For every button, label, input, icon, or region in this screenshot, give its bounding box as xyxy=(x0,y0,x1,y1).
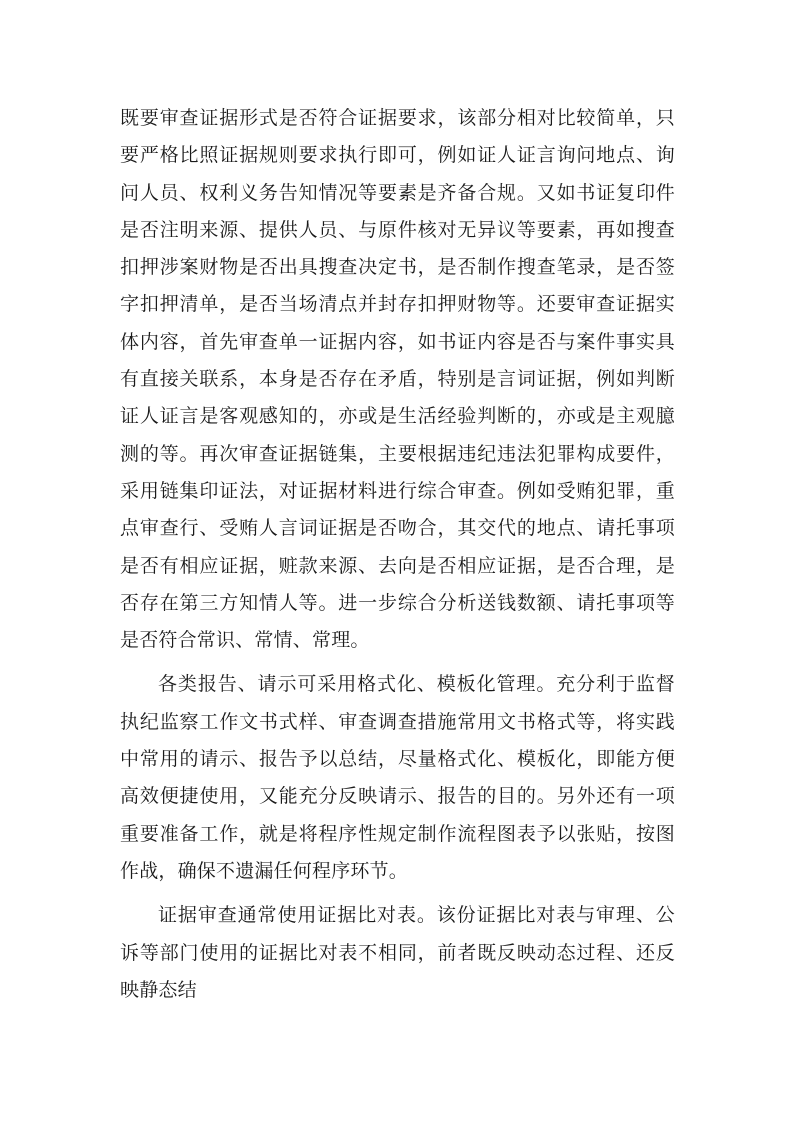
document-body xyxy=(120,100,675,1016)
paragraph-report-templates: 各类报告、请示可采用格式化、模板化管理。充分利于监督执纪监察工作文书式样、审查调查措施常用文书格式等，将实践中常用的请示、报告予以总结，尽量格式化、模板化，即能方便高效便捷使用，又能充分反映请示、报告的目的。另外还有一项重要准备工作，就是将程序性规定制作流程图表予以张贴，按图作战，确保不遗漏任何程序环节。 xyxy=(120,673,675,882)
paragraph-evidence-review: 既要审查证据形式是否符合证据要求，该部分相对比较简单，只要严格比照证据规则要求执行即可，例如证人证言询问地点、询问人员、权利义务告知情况等要素是齐备合规。又如书证复印件是否注明来源、提供人员、与原件核对无异议等要素，再如搜查扣押涉案财物是否出具搜查决定书，是否制作搜查笔录，是否签字扣押清单，是否当场清点并封存扣押财物等。还要审查证据实体内容，首先审查单一证据内容，如书证内容是否与案件事实具有直接关联系，本身是否存在矛盾，特别是言词证据，例如判断证人证言是客观感知的，亦或是生活经验判断的，亦或是主观臆测的等。再次审查证据链集，主要根据违纪违法犯罪构成要件，采用链集印证法，对证据材料进行综合审查。例如受贿犯罪，重点审查行、受贿人言词证据是否吻合，其交代的地点、请托事项是否有相应证据，赃款来源、去向是否相应证据，是否合理，是否存在第三方知情人等。进一步综合分析送钱数额、请托事项等是否符合常识、常情、常理。 xyxy=(120,107,675,652)
paragraph-evidence-comparison: 证据审查通常使用证据比对表。该份证据比对表与审理、公诉等部门使用的证据比对表不相同，前者既反映动态过程、还反映静态结 xyxy=(120,904,675,1001)
